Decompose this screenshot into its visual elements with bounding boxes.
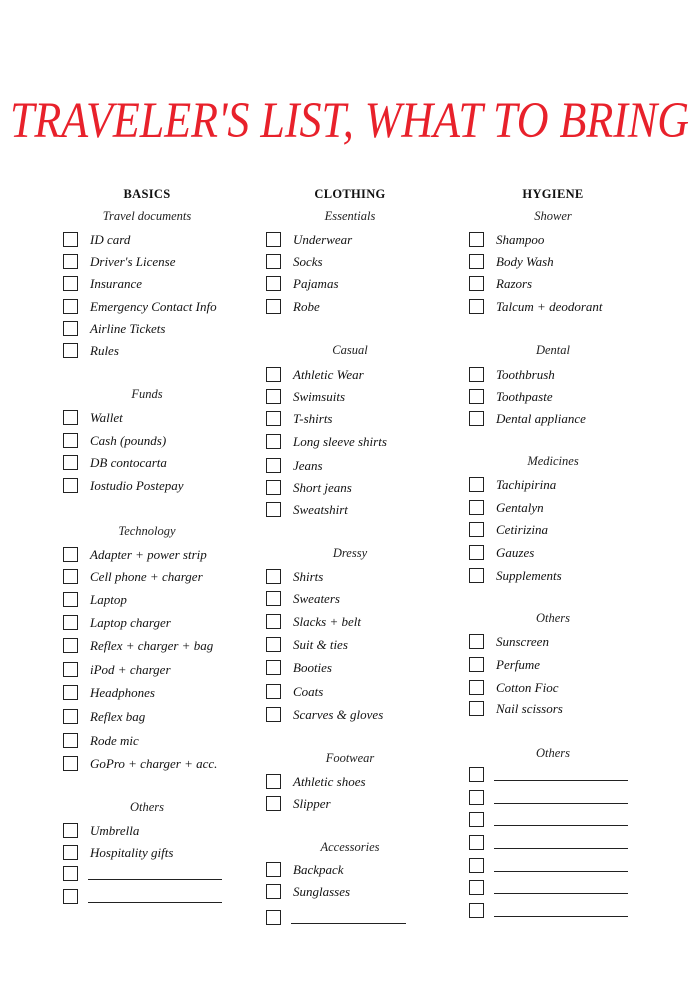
item-label: Gentalyn	[496, 500, 544, 515]
checklist-item[interactable]	[63, 321, 263, 341]
checkbox[interactable]	[266, 367, 281, 382]
checklist-item[interactable]	[469, 276, 669, 296]
item-label: ID card	[90, 232, 131, 247]
checkbox[interactable]	[469, 568, 484, 583]
checklist-item[interactable]	[469, 367, 669, 387]
checkbox[interactable]	[63, 592, 78, 607]
checklist-item[interactable]	[63, 845, 263, 865]
blank-write-in-line[interactable]	[494, 780, 628, 781]
checklist-item[interactable]	[469, 568, 669, 588]
item-label: Swimsuits	[293, 389, 346, 404]
blank-write-in-line[interactable]	[494, 848, 628, 849]
checklist-item[interactable]	[266, 591, 466, 611]
checklist-item[interactable]	[63, 478, 263, 498]
checkbox[interactable]	[266, 458, 281, 473]
blank-write-in-line[interactable]	[291, 923, 406, 924]
item-label: Umbrella	[90, 823, 140, 838]
checklist-item[interactable]	[469, 500, 669, 520]
checklist-item[interactable]	[469, 835, 669, 855]
checkbox[interactable]	[469, 835, 484, 850]
checkbox[interactable]	[63, 638, 78, 653]
checklist-item[interactable]	[266, 614, 466, 634]
checkbox[interactable]	[469, 812, 484, 827]
item-label: Laptop	[90, 592, 127, 607]
checklist-item[interactable]	[63, 662, 263, 682]
checkbox[interactable]	[266, 910, 281, 925]
checkbox[interactable]	[469, 389, 484, 404]
checklist-item[interactable]	[63, 638, 263, 658]
checkbox[interactable]	[266, 684, 281, 699]
item-label: Backpack	[293, 862, 344, 877]
checkbox[interactable]	[63, 569, 78, 584]
item-label: Reflex + charger + bag	[90, 638, 214, 653]
checklist-item[interactable]	[63, 889, 263, 909]
item-label: T-shirts	[293, 411, 333, 426]
checkbox[interactable]	[266, 614, 281, 629]
checklist-item[interactable]	[63, 299, 263, 319]
checkbox[interactable]	[63, 478, 78, 493]
checkbox[interactable]	[63, 410, 78, 425]
item-label: DB contocarta	[90, 455, 167, 470]
column-heading: CLOTHING	[314, 187, 386, 201]
checklist-item[interactable]	[63, 709, 263, 729]
checklist-item[interactable]	[63, 276, 263, 296]
checklist-item[interactable]	[469, 880, 669, 900]
item-label: Cetirizina	[496, 522, 549, 537]
item-label: Toothpaste	[496, 389, 553, 404]
checklist-item[interactable]	[266, 684, 466, 704]
item-label: Razors	[496, 276, 533, 291]
checkbox[interactable]	[469, 680, 484, 695]
checkbox[interactable]	[469, 299, 484, 314]
column-heading: BASICS	[123, 187, 171, 201]
item-label: Coats	[293, 684, 324, 699]
item-label: Pajamas	[293, 276, 339, 291]
checkbox[interactable]	[266, 707, 281, 722]
checklist-item[interactable]	[469, 232, 669, 252]
checklist-item[interactable]	[63, 592, 263, 612]
section-heading: Dental	[535, 343, 571, 357]
checklist-item[interactable]	[266, 862, 466, 882]
checklist-item[interactable]	[469, 411, 669, 431]
checkbox[interactable]	[63, 733, 78, 748]
checkbox[interactable]	[63, 433, 78, 448]
checkbox[interactable]	[469, 411, 484, 426]
checkbox[interactable]	[469, 657, 484, 672]
item-label: Perfume	[496, 657, 541, 672]
item-label: Nail scissors	[496, 701, 563, 716]
checkbox[interactable]	[266, 862, 281, 877]
checklist-item[interactable]	[266, 434, 466, 454]
item-label: Airline Tickets	[90, 321, 166, 336]
page-title: TRAVELER'S LIST, WHAT TO BRING	[9, 92, 690, 149]
checkbox[interactable]	[63, 709, 78, 724]
checklist-item[interactable]	[469, 634, 669, 654]
checklist-item[interactable]	[266, 660, 466, 680]
blank-write-in-line[interactable]	[494, 825, 628, 826]
checkbox[interactable]	[266, 796, 281, 811]
checkbox[interactable]	[266, 411, 281, 426]
checkbox[interactable]	[63, 321, 78, 336]
item-label: Rules	[90, 343, 119, 358]
item-label: Tachipirina	[496, 477, 557, 492]
checkbox[interactable]	[469, 880, 484, 895]
checkbox[interactable]	[469, 367, 484, 382]
checklist-item[interactable]	[63, 756, 263, 776]
item-label: Body Wash	[496, 254, 554, 269]
checklist-item[interactable]	[469, 657, 669, 677]
checklist-item[interactable]	[63, 866, 263, 886]
checkbox[interactable]	[469, 701, 484, 716]
checkbox[interactable]	[266, 299, 281, 314]
column-basics	[63, 0, 263, 991]
checklist-item[interactable]	[266, 367, 466, 387]
checklist-item[interactable]	[266, 774, 466, 794]
checklist-item[interactable]	[63, 685, 263, 705]
blank-write-in-line[interactable]	[494, 803, 628, 804]
section-heading: Others	[129, 800, 165, 814]
checklist-item[interactable]	[469, 389, 669, 409]
item-label: Iostudio Postepay	[90, 478, 184, 493]
checklist-item[interactable]	[469, 477, 669, 497]
checkbox[interactable]	[63, 299, 78, 314]
checklist-item[interactable]	[63, 823, 263, 843]
blank-write-in-line[interactable]	[88, 902, 222, 903]
item-label: Cotton Fioc	[496, 680, 559, 695]
checklist-item[interactable]	[469, 767, 669, 787]
checkbox[interactable]	[469, 500, 484, 515]
section-heading: Casual	[332, 343, 368, 357]
checklist-item[interactable]	[469, 701, 669, 721]
checkbox[interactable]	[266, 637, 281, 652]
item-label: Robe	[293, 299, 320, 314]
checklist-item[interactable]	[266, 910, 466, 930]
checkbox[interactable]	[266, 502, 281, 517]
column-hygiene	[469, 0, 669, 991]
checkbox[interactable]	[63, 615, 78, 630]
checkbox[interactable]	[63, 254, 78, 269]
item-label: Sweatshirt	[293, 502, 348, 517]
item-label: Reflex bag	[90, 709, 146, 724]
checkbox[interactable]	[266, 389, 281, 404]
checkbox[interactable]	[63, 685, 78, 700]
checkbox[interactable]	[469, 477, 484, 492]
item-label: Scarves & gloves	[293, 707, 384, 722]
checkbox[interactable]	[63, 662, 78, 677]
checkbox[interactable]	[469, 903, 484, 918]
checklist-item[interactable]	[266, 276, 466, 296]
checklist-item[interactable]	[63, 433, 263, 453]
checkbox[interactable]	[469, 767, 484, 782]
section-heading: Technology	[118, 524, 176, 538]
checklist-item[interactable]	[63, 547, 263, 567]
item-label: Dental appliance	[496, 411, 586, 426]
checklist-item[interactable]	[63, 343, 263, 363]
item-label: Sunglasses	[293, 884, 351, 899]
checkbox[interactable]	[469, 634, 484, 649]
checklist-item[interactable]	[266, 884, 466, 904]
item-label: Toothbrush	[496, 367, 555, 382]
item-label: GoPro + charger + acc.	[90, 756, 218, 771]
column-clothing	[266, 0, 466, 991]
section-heading: Funds	[131, 387, 163, 401]
checkbox[interactable]	[469, 254, 484, 269]
section-heading: Footwear	[325, 751, 375, 765]
item-label: Athletic Wear	[293, 367, 364, 382]
checkbox[interactable]	[63, 455, 78, 470]
item-label: Supplements	[496, 568, 562, 583]
blank-write-in-line[interactable]	[494, 916, 628, 917]
checkbox[interactable]	[266, 480, 281, 495]
item-label: Cell phone + charger	[90, 569, 203, 584]
section-heading: Travel documents	[102, 209, 192, 223]
checklist-item[interactable]	[469, 858, 669, 878]
item-label: Driver's License	[90, 254, 176, 269]
checklist-item[interactable]	[266, 458, 466, 478]
item-label: Emergency Contact Info	[90, 299, 217, 314]
checklist-item[interactable]	[469, 522, 669, 542]
checkbox[interactable]	[266, 254, 281, 269]
checklist-item[interactable]	[266, 389, 466, 409]
checklist-item[interactable]	[266, 254, 466, 274]
checklist-item[interactable]	[63, 615, 263, 635]
checkbox[interactable]	[469, 522, 484, 537]
checklist-item[interactable]	[469, 790, 669, 810]
item-label: Hospitality gifts	[90, 845, 174, 860]
item-label: iPod + charger	[90, 662, 171, 677]
checkbox[interactable]	[63, 756, 78, 771]
checklist-item[interactable]	[63, 254, 263, 274]
checkbox[interactable]	[63, 547, 78, 562]
checklist-item[interactable]	[469, 812, 669, 832]
checklist-item[interactable]	[63, 232, 263, 252]
checkbox[interactable]	[469, 232, 484, 247]
item-label: Shirts	[293, 569, 324, 584]
item-label: Slipper	[293, 796, 331, 811]
checklist-item[interactable]	[469, 545, 669, 565]
section-heading: Dressy	[332, 546, 368, 560]
checkbox[interactable]	[63, 823, 78, 838]
checkbox[interactable]	[266, 660, 281, 675]
checkbox[interactable]	[266, 884, 281, 899]
item-label: Long sleeve shirts	[293, 434, 387, 449]
section-heading: Others	[535, 611, 571, 625]
item-label: Booties	[293, 660, 332, 675]
checkbox[interactable]	[266, 774, 281, 789]
item-label: Athletic shoes	[293, 774, 366, 789]
item-label: Sunscreen	[496, 634, 549, 649]
item-label: Slacks + belt	[293, 614, 361, 629]
checklist-item[interactable]	[266, 299, 466, 319]
item-label: Underwear	[293, 232, 353, 247]
checkbox[interactable]	[469, 545, 484, 560]
checklist-item[interactable]	[63, 569, 263, 589]
checkbox[interactable]	[266, 232, 281, 247]
checkbox[interactable]	[63, 866, 78, 881]
item-label: Short jeans	[293, 480, 352, 495]
checkbox[interactable]	[63, 232, 78, 247]
blank-write-in-line[interactable]	[88, 879, 222, 880]
checklist-item[interactable]	[469, 299, 669, 319]
checklist-item[interactable]	[469, 903, 669, 923]
section-heading: Medicines	[527, 454, 579, 468]
checkbox[interactable]	[266, 434, 281, 449]
item-label: Wallet	[90, 410, 123, 425]
checklist-item[interactable]	[266, 637, 466, 657]
checklist-item[interactable]	[469, 680, 669, 700]
checkbox[interactable]	[63, 889, 78, 904]
checkbox[interactable]	[266, 569, 281, 584]
item-label: Adapter + power strip	[90, 547, 207, 562]
checklist-item[interactable]	[469, 254, 669, 274]
item-label: Headphones	[90, 685, 155, 700]
item-label: Talcum + deodorant	[496, 299, 603, 314]
checklist-item[interactable]	[63, 455, 263, 475]
checklist-item[interactable]	[266, 232, 466, 252]
blank-write-in-line[interactable]	[494, 871, 628, 872]
checkbox[interactable]	[266, 591, 281, 606]
item-label: Laptop charger	[90, 615, 171, 630]
checklist-item[interactable]	[266, 796, 466, 816]
blank-write-in-line[interactable]	[494, 893, 628, 894]
checkbox[interactable]	[63, 276, 78, 291]
item-label: Suit & ties	[293, 637, 348, 652]
checkbox[interactable]	[266, 276, 281, 291]
column-heading: HYGIENE	[522, 187, 584, 201]
checklist-item[interactable]	[266, 480, 466, 500]
checklist-item[interactable]	[266, 569, 466, 589]
checklist-item[interactable]	[63, 410, 263, 430]
section-heading: Shower	[534, 209, 572, 223]
item-label: Insurance	[90, 276, 142, 291]
checkbox[interactable]	[469, 858, 484, 873]
checklist-item[interactable]	[266, 707, 466, 727]
item-label: Gauzes	[496, 545, 535, 560]
item-label: Sweaters	[293, 591, 340, 606]
item-label: Jeans	[293, 458, 323, 473]
checklist-item[interactable]	[266, 411, 466, 431]
checkbox[interactable]	[469, 790, 484, 805]
section-heading: Others	[535, 746, 571, 760]
checkbox[interactable]	[63, 845, 78, 860]
checkbox[interactable]	[469, 276, 484, 291]
item-label: Socks	[293, 254, 323, 269]
checklist-item[interactable]	[266, 502, 466, 522]
item-label: Cash (pounds)	[90, 433, 167, 448]
item-label: Rode mic	[90, 733, 139, 748]
checkbox[interactable]	[63, 343, 78, 358]
item-label: Shampoo	[496, 232, 545, 247]
section-heading: Essentials	[324, 209, 376, 223]
checklist-item[interactable]	[63, 733, 263, 753]
section-heading: Accessories	[320, 840, 380, 854]
